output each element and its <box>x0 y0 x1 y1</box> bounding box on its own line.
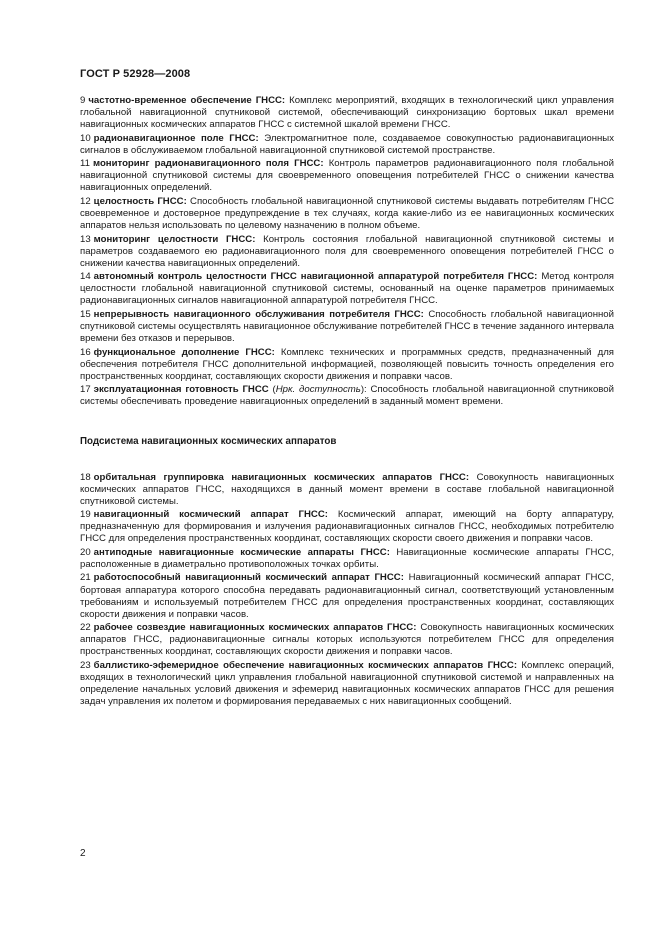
term-name: навигационный космический аппарат ГНСС: <box>93 509 328 521</box>
term-definition: Метод контроля целостности глобальной навигационной спутниковой системы, основанный на оценке параметров принимаемых радионавигационных сигналов навигационной аппаратурой потребителя ГНСС. <box>80 271 615 307</box>
term-entry-21 <box>80 572 614 620</box>
term-number: 23 <box>80 659 91 671</box>
term-name: непрерывность навигационного обслуживания потребителя ГНСС: <box>93 308 424 320</box>
term-number: 16 <box>80 346 91 358</box>
term-number: 22 <box>80 622 91 634</box>
document-header: ГОСТ Р 52928—2008 <box>80 68 191 80</box>
term-name: частотно-временное обеспечение ГНСС: <box>88 95 286 106</box>
term-name: баллистико-эфемеридное обеспечение навигационных космических аппаратов ГНСС: <box>93 659 518 671</box>
term-definition: Навигационные космические аппараты ГНСС, расположенные в диаметрально противоположных точках орбиты. <box>80 546 614 570</box>
term-definition: Космический аппарат, имеющий на борту аппаратуру, предназначенную для формирования и излучения радионавигационных сигналов ГНСС, необходимых потребителю ГНСС для определения пространственных координат, составляющих скорости своего движения и поправки часов. <box>80 509 614 545</box>
term-definition: Электромагнитное поле, создаваемое совокупностью радионавигационных сигналов в обслуживаемом глобальной навигационной спутниковой системой пространстве. <box>80 132 614 156</box>
term-name: эксплуатационная готовность ГНСС <box>93 384 269 396</box>
term-number: 9 <box>80 95 86 106</box>
term-name: мониторинг целостности ГНСС: <box>93 233 256 245</box>
term-definition: : Способность глобальной навигационной спутниковой системы обеспечивать проведение навигационных определений в заданный момент времени. <box>80 384 614 408</box>
term-definition: Навигационный космический аппарат ГНСС, бортовая аппаратура которого способна передавать радионавигационный сигнал, соответствующий установленным требованиям и используемый потребителем ГНСС для определения пространственных координат, составляющих скорости движения и поправки часов. <box>80 572 615 620</box>
term-number: 21 <box>80 572 91 584</box>
term-note-close: ) <box>360 384 365 396</box>
term-entry-19 <box>80 509 614 545</box>
section-heading: Подсистема навигационных космических аппаратов <box>80 436 337 448</box>
term-entry-14 <box>80 271 614 307</box>
term-number: 19 <box>80 509 91 521</box>
term-number: 20 <box>80 546 91 558</box>
page-number: 2 <box>80 848 86 859</box>
term-name: работоспособный навигационный космический аппарат ГНСС: <box>93 572 404 584</box>
term-entry-9 <box>80 95 614 131</box>
term-nonrecommended-note: Нрк. доступность <box>275 384 361 396</box>
term-entry-15 <box>80 309 614 345</box>
term-name: функциональное дополнение ГНСС: <box>93 346 275 358</box>
term-name: целостность ГНСС: <box>93 195 187 207</box>
term-entry-23 <box>80 660 614 708</box>
term-entry-10 <box>80 133 614 157</box>
term-definition: Совокупность навигационных космических аппаратов ГНСС, находящихся в данный момент времени в составе глобальной навигационной спутниковой системы. <box>80 471 615 507</box>
term-definition: Контроль параметров радионавигационного поля глобальной навигационной спутниковой системы для своевременного оповещения потребителей ГНСС о снижении качества навигационных определений. <box>80 158 614 194</box>
term-name: автономный контроль целостности ГНСС навигационной аппаратурой потребителя ГНСС: <box>93 271 538 283</box>
term-number: 18 <box>80 471 91 483</box>
term-number: 11 <box>80 158 90 170</box>
term-number: 13 <box>80 233 91 245</box>
term-entry-11 <box>80 158 614 194</box>
term-entry-17 <box>80 384 614 408</box>
term-entry-20 <box>80 547 614 571</box>
term-number: 14 <box>80 271 91 283</box>
term-entry-22 <box>80 622 614 658</box>
term-number: 10 <box>80 132 91 144</box>
term-name: рабочее созвездие навигационных космических аппаратов ГНСС: <box>93 622 417 634</box>
term-number: 17 <box>80 384 91 396</box>
term-number: 15 <box>80 308 91 320</box>
term-entry-12 <box>80 196 614 232</box>
term-name: орбитальная группировка навигационных космических аппаратов ГНСС: <box>93 471 470 483</box>
term-definition: Комплекс технических и программных средств, предназначенный для обеспечения потребителя ГНСС дополнительной информацией, позволяющей повысить точность определения его пространственных координат, составляющих скорости движения и поправки часов. <box>80 346 614 382</box>
term-name: мониторинг радионавигационного поля ГНСС: <box>92 158 324 170</box>
term-definition: Совокупность навигационных космических аппаратов ГНСС, радионавигационные сигналы которых используются потребителем ГНСС для определения пространственных координат, составляющих скорости движения и поправки часов. <box>80 622 614 658</box>
term-definition: Комплекс операций, входящих в технологический цикл управления глобальной навигационной спутниковой системой и направленных на определение начальных условий движения и эфемерид навигационных космических аппаратов ГНСС для решения задач управления их полетом и формирования передаваемых с них навигационных сообщений. <box>80 659 615 708</box>
document-body <box>80 95 614 710</box>
term-definition: Контроль состояния глобальной навигационной спутниковой системы и параметров создаваемого ею радионавигационного поля для своевременного оповещения потребителей ГНСС о снижении качества навигационных определений. <box>80 233 614 269</box>
term-definition: Способность глобальной навигационной спутниковой системы осуществлять навигационное обслуживание потребителей ГНСС в течение заданного интервала времени без отказов и перерывов. <box>80 308 615 345</box>
term-entry-16 <box>80 347 614 383</box>
term-note-open: ( <box>268 384 276 396</box>
term-entry-13 <box>80 234 614 270</box>
term-name: радионавигационное поле ГНСС: <box>93 132 259 144</box>
term-definition: Способность глобальной навигационной спутниковой системы выдавать потребителям ГНСС своевременное и достоверное предупреждение в тех случаях, когда какие-либо из ее навигационных космических аппаратов нельзя использовать по целевому назначению в полном объеме. <box>80 195 615 232</box>
term-name: антиподные навигационные космические аппараты ГНСС: <box>93 546 390 558</box>
term-definition: Комплекс мероприятий, входящих в технологический цикл управления глобальной навигационной спутниковой системой, обеспечивающий синхронизацию бортовых шкал времени навигационных космических аппаратов ГНСС с системной шкалой времени ГНСС. <box>80 95 614 131</box>
term-entry-18 <box>80 472 614 508</box>
term-number: 12 <box>80 195 91 207</box>
